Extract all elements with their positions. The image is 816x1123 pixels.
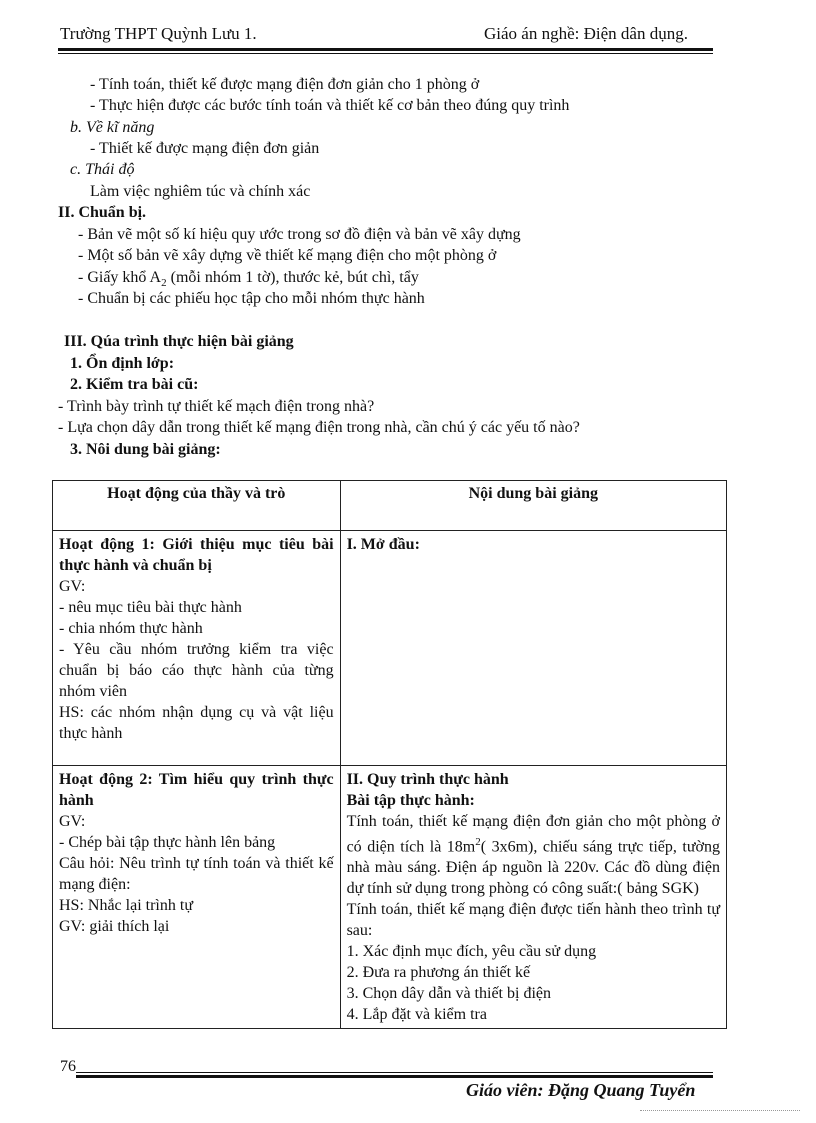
page-number: 76 (60, 1058, 76, 1075)
content-2-paragraph-1 (347, 811, 720, 899)
step-1: 1. Ổn định lớp: (70, 355, 175, 372)
content-1-title: I. Mở đầu: (346, 536, 420, 553)
table-header-row (53, 481, 727, 531)
activity-1-line: HS: các nhóm nhận dụng cụ và vật liệu thực hành (59, 704, 334, 742)
activity-1-line: GV: (59, 578, 86, 595)
table-row (53, 531, 727, 766)
prep-line-3-sub: 2 (161, 277, 167, 290)
content-2-cell (340, 766, 726, 1029)
process-step: 4. Lắp đặt và kiểm tra (346, 1006, 487, 1024)
step-2: 2. Kiểm tra bài cũ: (70, 376, 199, 393)
objective-line-2: - Thực hiện được các bước tính toán và thiết kế cơ bản theo đúng quy trình (90, 97, 570, 114)
section-2-title: II. Chuẩn bị. (58, 204, 147, 221)
question-1: - Trình bày trình tự thiết kế mạch điện trong nhà? (58, 398, 375, 415)
process-step: 1. Xác định mục đích, yêu cầu sử dụng (346, 943, 597, 961)
objective-line-1: - Tính toán, thiết kế được mạng điện đơn giản cho 1 phòng ở (90, 76, 480, 93)
content-2-paragraph-2: Tính toán, thiết kế mạng điện được tiến hành theo trình tự sau: (346, 901, 720, 940)
activity-2-line: GV: giải thích lại (59, 918, 170, 935)
prep-line-1: - Bản vẽ một số kí hiệu quy ước trong sơ đồ điện và bản vẽ xây dựng (78, 226, 521, 243)
skills-heading: b. Về kĩ năng (70, 119, 155, 136)
footer-rule-thick (76, 1075, 713, 1078)
content-2-title: II. Quy trình thực hành (346, 771, 509, 788)
col-header-content: Nội dung bài giảng (340, 481, 726, 531)
prep-line-2: - Một số bản vẽ xây dựng về thiết kế mạng điện cho một phòng ở (78, 247, 497, 264)
step-3: 3. Nôi dung bài giảng: (70, 441, 221, 458)
lesson-table (52, 480, 727, 1029)
para1-pre: Tính toán, thiết kế mạng điện đơn giản cho một phòng ở có diện tích là 18m (346, 813, 720, 856)
activity-1-cell (53, 531, 341, 766)
activity-2-line: HS: Nhắc lại trình tự (59, 897, 193, 914)
prep-line-4: - Chuẩn bị các phiếu học tập cho mỗi nhóm thực hành (78, 290, 425, 307)
table-row (53, 766, 727, 1029)
activity-1-title: Hoạt động 1: Giới thiệu mục tiêu bài thực hành và chuẩn bị (59, 536, 334, 574)
footer-rule-thin (76, 1072, 713, 1073)
section-3-title: III. Qúa trình thực hiện bài giảng (64, 333, 294, 350)
header-rule-thick (58, 48, 713, 51)
prep-line-3-post: (mỗi nhóm 1 tờ), thước kẻ, bút chì, tẩy (166, 269, 419, 286)
process-step: 3. Chọn dây dẫn và thiết bị điện (346, 985, 551, 1003)
col-header-activities: Hoạt động của thầy và trò (53, 481, 341, 531)
process-step: 2. Đưa ra phương án thiết kế (346, 964, 531, 982)
activity-1-line: - Yêu cầu nhóm trưởng kiểm tra việc chuẩn bị báo cáo thực hành của từng nhóm viên (59, 641, 334, 700)
activity-2-line: GV: (59, 813, 86, 830)
para1-sup: 2 (475, 836, 481, 848)
activity-2-line: - Chép bài tập thực hành lên bảng (59, 834, 276, 851)
header-school: Trường THPT Quỳnh Lưu 1. (60, 24, 257, 43)
activity-2-line: Câu hỏi: Nêu trình tự tính toán và thiết kế mạng điện: (59, 855, 334, 893)
activity-2-cell (53, 766, 341, 1029)
header-subject: Giáo án nghề: Điện dân dụng. (484, 24, 688, 43)
activity-1-line: - chia nhóm thực hành (59, 620, 203, 637)
teacher-name: Giáo viên: Đặng Quang Tuyển (466, 1080, 696, 1100)
prep-line-3-pre: - Giấy khổ A (78, 269, 162, 286)
skills-line: - Thiết kế được mạng điện đơn giản (90, 140, 320, 157)
attitude-heading: c. Thái độ (70, 161, 135, 178)
header-rule-thin (58, 53, 713, 54)
content-1-cell (340, 531, 726, 766)
activity-2-title: Hoạt động 2: Tìm hiểu quy trình thực hành (59, 771, 334, 809)
attitude-line: Làm việc nghiêm túc và chính xác (90, 183, 311, 200)
footer-dotted-rule (640, 1110, 800, 1111)
content-2-subtitle: Bài tập thực hành: (346, 792, 475, 809)
question-2: - Lựa chọn dây dẫn trong thiết kế mạng điện trong nhà, cần chú ý các yếu tố nào? (58, 419, 580, 436)
activity-1-line: - nêu mục tiêu bài thực hành (59, 599, 242, 616)
para1-post: ( 3x6m), chiếu sáng trực tiếp, tường nhà màu sáng. Điện áp nguồn là 220v. Các đồ dùng điện dự tính sử dụng trong phòng có công suất:( bảng SGK) (346, 838, 720, 898)
